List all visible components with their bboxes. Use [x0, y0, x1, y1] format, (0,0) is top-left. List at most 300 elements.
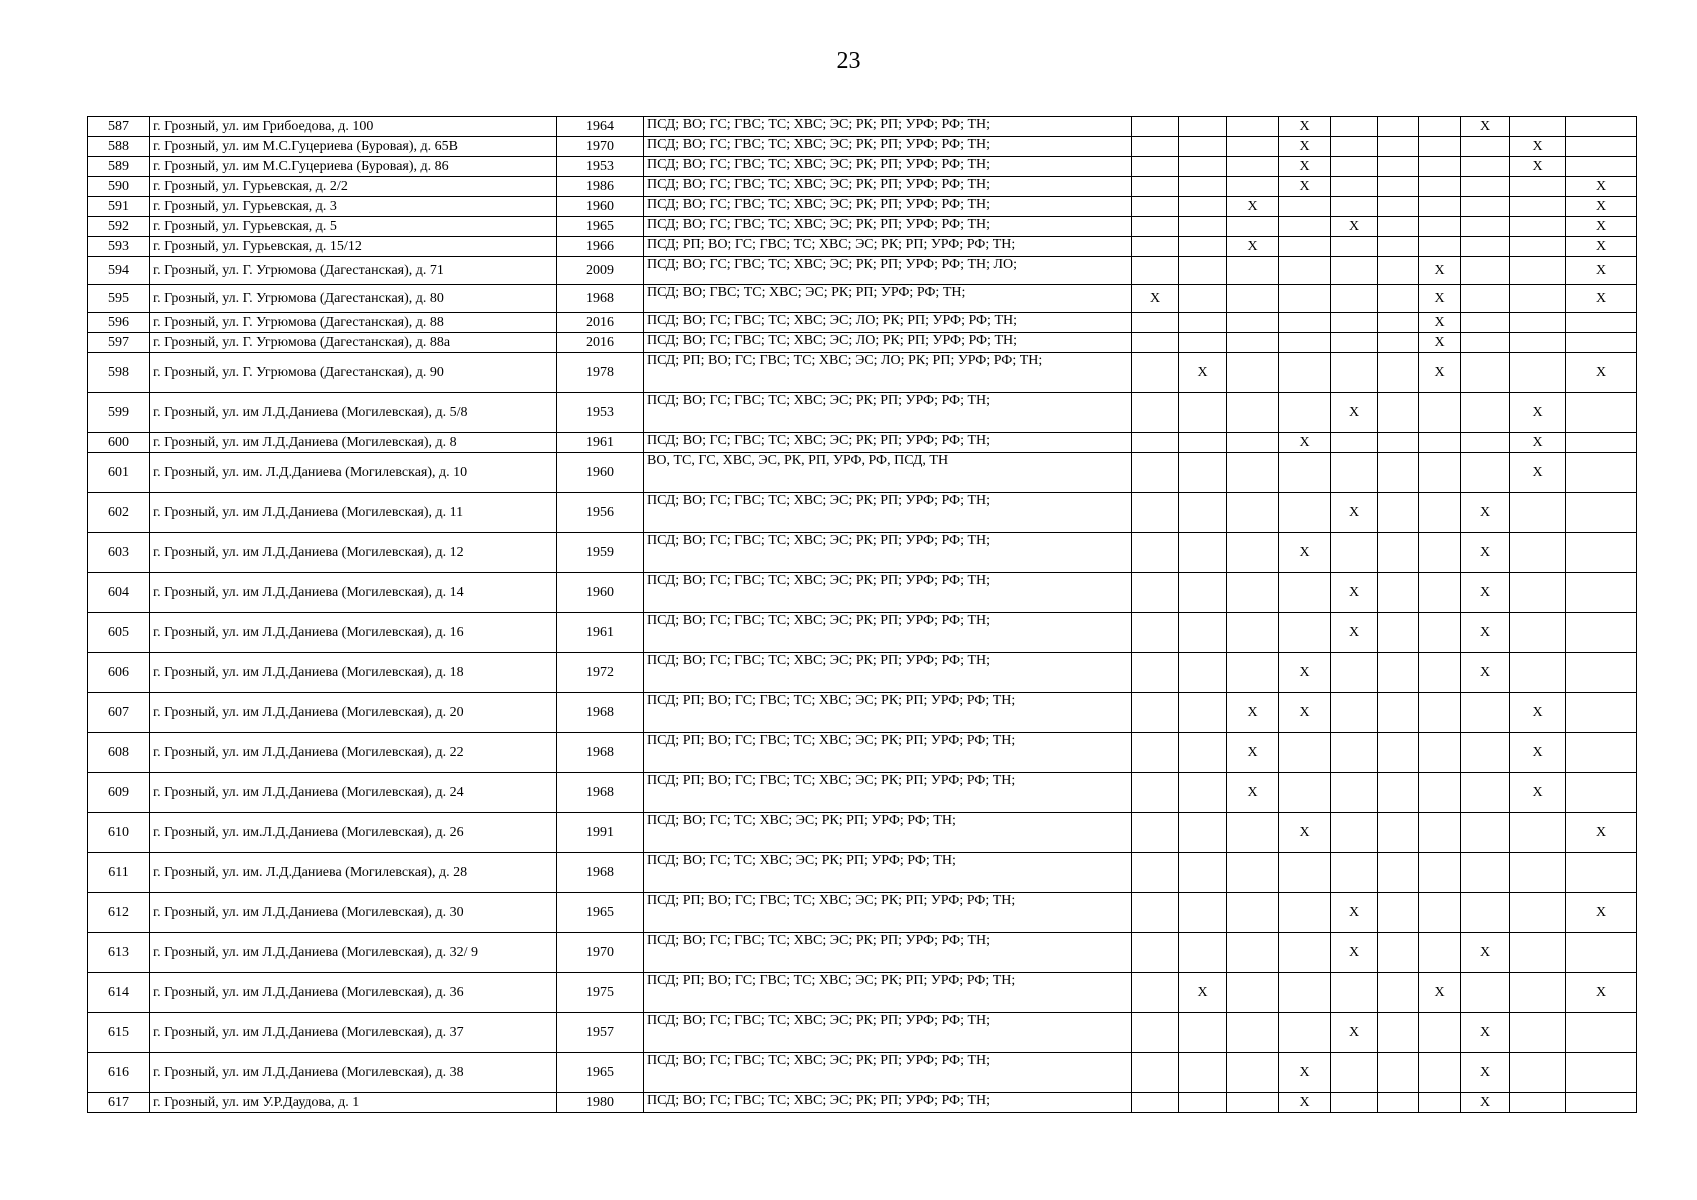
row-mark-col-6 — [1378, 353, 1419, 393]
row-mark-col-1 — [1132, 197, 1179, 217]
row-mark-col-5 — [1331, 693, 1378, 733]
row-mark-col-1 — [1132, 137, 1179, 157]
row-number: 592 — [88, 217, 150, 237]
row-mark-col-3 — [1227, 353, 1279, 393]
row-mark-col-6 — [1378, 493, 1419, 533]
row-mark-col-8 — [1461, 137, 1510, 157]
row-mark-col-8 — [1461, 333, 1510, 353]
row-year: 1953 — [557, 157, 644, 177]
row-mark-col-9 — [1510, 1013, 1566, 1053]
table-row — [88, 533, 1637, 573]
row-mark-col-1 — [1132, 1053, 1179, 1093]
row-address: г. Грозный, ул. им Л.Д.Даниева (Могилевская), д. 32/ 9 — [150, 933, 557, 973]
row-address: г. Грозный, ул. Г. Угрюмова (Дагестанская), д. 80 — [150, 285, 557, 313]
row-mark-col-4: Х — [1279, 117, 1331, 137]
row-works: ПСД; ВО; ГВС; ТС; ХВС; ЭС; РК; РП; УРФ; РФ; ТН; — [644, 285, 1132, 313]
row-mark-col-9 — [1510, 237, 1566, 257]
row-mark-col-2 — [1179, 933, 1227, 973]
row-mark-col-9: Х — [1510, 693, 1566, 733]
row-mark-col-9 — [1510, 197, 1566, 217]
row-mark-col-6 — [1378, 933, 1419, 973]
row-mark-col-9 — [1510, 177, 1566, 197]
row-works: ПСД; РП; ВО; ГС; ГВС; ТС; ХВС; ЭС; РК; РП; УРФ; РФ; ТН; — [644, 773, 1132, 813]
row-mark-col-10 — [1566, 117, 1637, 137]
row-mark-col-10: Х — [1566, 217, 1637, 237]
table-row — [88, 433, 1637, 453]
row-year: 1959 — [557, 533, 644, 573]
row-mark-col-3 — [1227, 1093, 1279, 1113]
row-works: ПСД; ВО; ГС; ГВС; ТС; ХВС; ЭС; РК; РП; УРФ; РФ; ТН; — [644, 613, 1132, 653]
table-row — [88, 853, 1637, 893]
row-mark-col-2 — [1179, 197, 1227, 217]
table-row — [88, 237, 1637, 257]
row-mark-col-3 — [1227, 1013, 1279, 1053]
row-address: г. Грозный, ул. им Л.Д.Даниева (Могилевская), д. 37 — [150, 1013, 557, 1053]
row-year: 1986 — [557, 177, 644, 197]
row-number: 612 — [88, 893, 150, 933]
table-row — [88, 177, 1637, 197]
table-row — [88, 493, 1637, 533]
row-mark-col-2 — [1179, 493, 1227, 533]
table-row — [88, 773, 1637, 813]
row-mark-col-7 — [1419, 653, 1461, 693]
row-mark-col-3 — [1227, 313, 1279, 333]
row-mark-col-2 — [1179, 333, 1227, 353]
row-works: ПСД; ВО; ГС; ГВС; ТС; ХВС; ЭС; РК; РП; УРФ; РФ; ТН; — [644, 573, 1132, 613]
row-mark-col-8 — [1461, 353, 1510, 393]
row-address: г. Грозный, ул. им. Л.Д.Даниева (Могилевская), д. 10 — [150, 453, 557, 493]
row-mark-col-1 — [1132, 693, 1179, 733]
row-address: г. Грозный, ул. им Л.Д.Даниева (Могилевская), д. 11 — [150, 493, 557, 533]
row-mark-col-2 — [1179, 1053, 1227, 1093]
row-mark-col-6 — [1378, 197, 1419, 217]
row-mark-col-1 — [1132, 1013, 1179, 1053]
row-mark-col-3 — [1227, 333, 1279, 353]
row-mark-col-3: Х — [1227, 197, 1279, 217]
row-year: 1970 — [557, 137, 644, 157]
row-mark-col-6 — [1378, 1093, 1419, 1113]
row-mark-col-5: Х — [1331, 933, 1378, 973]
row-year: 1953 — [557, 393, 644, 433]
row-mark-col-8 — [1461, 853, 1510, 893]
row-works: ПСД; РП; ВО; ГС; ГВС; ТС; ХВС; ЭС; ЛО; РК; РП; УРФ; РФ; ТН; — [644, 353, 1132, 393]
row-mark-col-4 — [1279, 733, 1331, 773]
row-mark-col-5 — [1331, 973, 1378, 1013]
row-address: г. Грозный, ул. им Л.Д.Даниева (Могилевская), д. 18 — [150, 653, 557, 693]
row-mark-col-4 — [1279, 1013, 1331, 1053]
row-mark-col-1 — [1132, 493, 1179, 533]
row-mark-col-7: Х — [1419, 973, 1461, 1013]
row-mark-col-9 — [1510, 573, 1566, 613]
row-mark-col-3 — [1227, 217, 1279, 237]
row-mark-col-5 — [1331, 353, 1378, 393]
row-mark-col-3: Х — [1227, 733, 1279, 773]
table-row — [88, 285, 1637, 313]
row-mark-col-4 — [1279, 773, 1331, 813]
row-mark-col-4 — [1279, 453, 1331, 493]
row-mark-col-4 — [1279, 313, 1331, 333]
row-number: 593 — [88, 237, 150, 257]
row-mark-col-3 — [1227, 973, 1279, 1013]
row-mark-col-5 — [1331, 533, 1378, 573]
row-year: 1960 — [557, 197, 644, 217]
row-mark-col-3 — [1227, 933, 1279, 973]
row-number: 608 — [88, 733, 150, 773]
row-mark-col-4 — [1279, 257, 1331, 285]
row-mark-col-1 — [1132, 313, 1179, 333]
table-row — [88, 333, 1637, 353]
row-number: 611 — [88, 853, 150, 893]
row-mark-col-2 — [1179, 157, 1227, 177]
row-number: 617 — [88, 1093, 150, 1113]
row-mark-col-4: Х — [1279, 157, 1331, 177]
row-mark-col-10 — [1566, 1093, 1637, 1113]
row-mark-col-5: Х — [1331, 217, 1378, 237]
row-mark-col-7 — [1419, 853, 1461, 893]
row-year: 2009 — [557, 257, 644, 285]
row-number: 587 — [88, 117, 150, 137]
row-mark-col-6 — [1378, 853, 1419, 893]
row-mark-col-2 — [1179, 773, 1227, 813]
row-mark-col-2 — [1179, 893, 1227, 933]
row-address: г. Грозный, ул. им У.Р.Даудова, д. 1 — [150, 1093, 557, 1113]
row-mark-col-4 — [1279, 573, 1331, 613]
row-mark-col-2 — [1179, 177, 1227, 197]
row-works: ПСД; ВО; ГС; ТС; ХВС; ЭС; РК; РП; УРФ; РФ; ТН; — [644, 813, 1132, 853]
row-number: 603 — [88, 533, 150, 573]
row-mark-col-8: Х — [1461, 1093, 1510, 1113]
row-mark-col-3 — [1227, 393, 1279, 433]
row-works: ПСД; ВО; ГС; ГВС; ТС; ХВС; ЭС; РК; РП; УРФ; РФ; ТН; — [644, 197, 1132, 217]
row-year: 1975 — [557, 973, 644, 1013]
row-mark-col-6 — [1378, 433, 1419, 453]
row-mark-col-4 — [1279, 853, 1331, 893]
housing-registry-table — [87, 116, 1637, 1113]
row-mark-col-9 — [1510, 285, 1566, 313]
row-mark-col-1 — [1132, 573, 1179, 613]
row-number: 589 — [88, 157, 150, 177]
row-mark-col-5: Х — [1331, 1013, 1378, 1053]
row-mark-col-7 — [1419, 237, 1461, 257]
row-mark-col-10 — [1566, 613, 1637, 653]
row-address: г. Грозный, ул. им Грибоедова, д. 100 — [150, 117, 557, 137]
table-row — [88, 353, 1637, 393]
row-year: 1972 — [557, 653, 644, 693]
row-mark-col-10 — [1566, 313, 1637, 333]
row-mark-col-8: Х — [1461, 1053, 1510, 1093]
row-mark-col-1 — [1132, 1093, 1179, 1113]
row-mark-col-7 — [1419, 157, 1461, 177]
row-year: 1968 — [557, 773, 644, 813]
row-mark-col-5 — [1331, 653, 1378, 693]
row-mark-col-3 — [1227, 653, 1279, 693]
row-mark-col-10: Х — [1566, 257, 1637, 285]
row-address: г. Грозный, ул. Гурьевская, д. 3 — [150, 197, 557, 217]
row-works: ПСД; ВО; ГС; ГВС; ТС; ХВС; ЭС; РК; РП; УРФ; РФ; ТН; — [644, 157, 1132, 177]
row-mark-col-3: Х — [1227, 773, 1279, 813]
row-mark-col-5 — [1331, 853, 1378, 893]
row-works: ПСД; ВО; ГС; ГВС; ТС; ХВС; ЭС; РК; РП; УРФ; РФ; ТН; — [644, 1053, 1132, 1093]
row-year: 1968 — [557, 853, 644, 893]
row-mark-col-7 — [1419, 393, 1461, 433]
row-number: 595 — [88, 285, 150, 313]
row-address: г. Грозный, ул. Г. Угрюмова (Дагестанская), д. 88 — [150, 313, 557, 333]
row-mark-col-7 — [1419, 117, 1461, 137]
row-number: 610 — [88, 813, 150, 853]
row-mark-col-3 — [1227, 613, 1279, 653]
table-row — [88, 117, 1637, 137]
row-mark-col-4: Х — [1279, 137, 1331, 157]
row-mark-col-7 — [1419, 773, 1461, 813]
row-mark-col-8 — [1461, 197, 1510, 217]
row-mark-col-8 — [1461, 257, 1510, 285]
row-mark-col-6 — [1378, 1013, 1419, 1053]
row-mark-col-6 — [1378, 313, 1419, 333]
row-mark-col-4: Х — [1279, 653, 1331, 693]
row-mark-col-5 — [1331, 257, 1378, 285]
row-mark-col-4: Х — [1279, 533, 1331, 573]
row-mark-col-10 — [1566, 157, 1637, 177]
table-row — [88, 933, 1637, 973]
row-mark-col-6 — [1378, 613, 1419, 653]
row-mark-col-5 — [1331, 453, 1378, 493]
row-works: ПСД; ВО; ГС; ГВС; ТС; ХВС; ЭС; РК; РП; УРФ; РФ; ТН; — [644, 1093, 1132, 1113]
row-works: ПСД; ВО; ГС; ГВС; ТС; ХВС; ЭС; ЛО; РК; РП; УРФ; РФ; ТН; — [644, 333, 1132, 353]
row-mark-col-3 — [1227, 285, 1279, 313]
row-mark-col-7 — [1419, 453, 1461, 493]
row-mark-col-3 — [1227, 493, 1279, 533]
row-mark-col-2 — [1179, 533, 1227, 573]
row-mark-col-10 — [1566, 853, 1637, 893]
row-mark-col-4: Х — [1279, 1093, 1331, 1113]
row-mark-col-3 — [1227, 137, 1279, 157]
row-mark-col-3 — [1227, 433, 1279, 453]
row-mark-col-2 — [1179, 1013, 1227, 1053]
row-year: 1980 — [557, 1093, 644, 1113]
row-mark-col-3 — [1227, 257, 1279, 285]
row-mark-col-1 — [1132, 177, 1179, 197]
row-works: ПСД; ВО; ГС; ГВС; ТС; ХВС; ЭС; РК; РП; УРФ; РФ; ТН; — [644, 433, 1132, 453]
row-number: 600 — [88, 433, 150, 453]
row-mark-col-6 — [1378, 893, 1419, 933]
row-mark-col-3: Х — [1227, 237, 1279, 257]
row-mark-col-3 — [1227, 813, 1279, 853]
row-mark-col-10: Х — [1566, 237, 1637, 257]
row-number: 613 — [88, 933, 150, 973]
row-mark-col-10 — [1566, 733, 1637, 773]
row-mark-col-1 — [1132, 333, 1179, 353]
row-mark-col-2 — [1179, 117, 1227, 137]
row-mark-col-2: Х — [1179, 353, 1227, 393]
row-mark-col-7 — [1419, 177, 1461, 197]
row-number: 615 — [88, 1013, 150, 1053]
row-mark-col-8 — [1461, 453, 1510, 493]
row-number: 597 — [88, 333, 150, 353]
row-address: г. Грозный, ул. им Л.Д.Даниева (Могилевская), д. 14 — [150, 573, 557, 613]
row-mark-col-9 — [1510, 813, 1566, 853]
row-mark-col-10 — [1566, 1013, 1637, 1053]
row-address: г. Грозный, ул. им.Л.Д.Даниева (Могилевская), д. 26 — [150, 813, 557, 853]
row-mark-col-9 — [1510, 613, 1566, 653]
table-row — [88, 733, 1637, 773]
row-mark-col-8 — [1461, 285, 1510, 313]
row-number: 596 — [88, 313, 150, 333]
table-row — [88, 973, 1637, 1013]
row-number: 591 — [88, 197, 150, 217]
row-mark-col-3 — [1227, 1053, 1279, 1093]
row-mark-col-7 — [1419, 137, 1461, 157]
row-mark-col-10 — [1566, 393, 1637, 433]
row-mark-col-9 — [1510, 257, 1566, 285]
row-mark-col-10 — [1566, 1053, 1637, 1093]
row-address: г. Грозный, ул. им Л.Д.Даниева (Могилевская), д. 36 — [150, 973, 557, 1013]
row-year: 1968 — [557, 285, 644, 313]
row-year: 2016 — [557, 313, 644, 333]
row-works: ПСД; ВО; ГС; ГВС; ТС; ХВС; ЭС; РК; РП; УРФ; РФ; ТН; — [644, 393, 1132, 433]
row-mark-col-6 — [1378, 393, 1419, 433]
row-year: 1960 — [557, 453, 644, 493]
row-mark-col-2 — [1179, 257, 1227, 285]
row-mark-col-8: Х — [1461, 613, 1510, 653]
row-mark-col-6 — [1378, 533, 1419, 573]
row-works: ПСД; ВО; ГС; ГВС; ТС; ХВС; ЭС; РК; РП; УРФ; РФ; ТН; — [644, 533, 1132, 573]
row-mark-col-4: Х — [1279, 813, 1331, 853]
row-mark-col-3 — [1227, 117, 1279, 137]
row-mark-col-6 — [1378, 813, 1419, 853]
row-works: ПСД; РП; ВО; ГС; ГВС; ТС; ХВС; ЭС; РК; РП; УРФ; РФ; ТН; — [644, 733, 1132, 773]
row-mark-col-6 — [1378, 573, 1419, 613]
row-mark-col-6 — [1378, 137, 1419, 157]
row-year: 1966 — [557, 237, 644, 257]
row-mark-col-7 — [1419, 893, 1461, 933]
row-mark-col-8: Х — [1461, 653, 1510, 693]
table-row — [88, 257, 1637, 285]
row-address: г. Грозный, ул. Гурьевская, д. 5 — [150, 217, 557, 237]
row-mark-col-8: Х — [1461, 933, 1510, 973]
row-mark-col-10 — [1566, 137, 1637, 157]
row-mark-col-10: Х — [1566, 177, 1637, 197]
row-mark-col-9 — [1510, 217, 1566, 237]
row-mark-col-2 — [1179, 137, 1227, 157]
row-mark-col-2 — [1179, 613, 1227, 653]
row-mark-col-7: Х — [1419, 313, 1461, 333]
row-mark-col-8 — [1461, 157, 1510, 177]
row-mark-col-1 — [1132, 773, 1179, 813]
row-mark-col-5 — [1331, 157, 1378, 177]
row-mark-col-2 — [1179, 853, 1227, 893]
row-mark-col-3 — [1227, 157, 1279, 177]
table-row — [88, 197, 1637, 217]
row-works: ПСД; ВО; ГС; ГВС; ТС; ХВС; ЭС; РК; РП; УРФ; РФ; ТН; — [644, 217, 1132, 237]
row-address: г. Грозный, ул. им Л.Д.Даниева (Могилевская), д. 16 — [150, 613, 557, 653]
row-address: г. Грозный, ул. им Л.Д.Даниева (Могилевская), д. 30 — [150, 893, 557, 933]
row-mark-col-9: Х — [1510, 433, 1566, 453]
row-mark-col-7: Х — [1419, 257, 1461, 285]
row-mark-col-5 — [1331, 813, 1378, 853]
row-mark-col-1 — [1132, 973, 1179, 1013]
table-row — [88, 813, 1637, 853]
table-row — [88, 1053, 1637, 1093]
row-mark-col-5 — [1331, 313, 1378, 333]
row-mark-col-10 — [1566, 693, 1637, 733]
row-address: г. Грозный, ул. им Л.Д.Даниева (Могилевская), д. 12 — [150, 533, 557, 573]
row-mark-col-7: Х — [1419, 353, 1461, 393]
row-mark-col-7: Х — [1419, 285, 1461, 313]
row-mark-col-1 — [1132, 453, 1179, 493]
row-mark-col-4 — [1279, 933, 1331, 973]
row-mark-col-1 — [1132, 217, 1179, 237]
row-works: ПСД; РП; ВО; ГС; ГВС; ТС; ХВС; ЭС; РК; РП; УРФ; РФ; ТН; — [644, 693, 1132, 733]
row-year: 1960 — [557, 573, 644, 613]
row-mark-col-1 — [1132, 933, 1179, 973]
row-mark-col-2 — [1179, 1093, 1227, 1113]
row-mark-col-8 — [1461, 237, 1510, 257]
row-mark-col-10 — [1566, 493, 1637, 533]
row-mark-col-8 — [1461, 693, 1510, 733]
row-number: 594 — [88, 257, 150, 285]
row-works: ПСД; ВО; ГС; ГВС; ТС; ХВС; ЭС; РК; РП; УРФ; РФ; ТН; — [644, 117, 1132, 137]
row-mark-col-5 — [1331, 137, 1378, 157]
row-number: 616 — [88, 1053, 150, 1093]
table-row — [88, 613, 1637, 653]
row-mark-col-8: Х — [1461, 1013, 1510, 1053]
row-mark-col-7 — [1419, 693, 1461, 733]
row-address: г. Грозный, ул. им Л.Д.Даниева (Могилевская), д. 24 — [150, 773, 557, 813]
row-mark-col-10 — [1566, 573, 1637, 613]
row-number: 598 — [88, 353, 150, 393]
row-mark-col-4 — [1279, 973, 1331, 1013]
row-mark-col-5 — [1331, 285, 1378, 313]
table-row — [88, 453, 1637, 493]
table-body — [88, 117, 1637, 1113]
row-mark-col-9: Х — [1510, 733, 1566, 773]
row-mark-col-5 — [1331, 1093, 1378, 1113]
row-address: г. Грозный, ул. Г. Угрюмова (Дагестанская), д. 71 — [150, 257, 557, 285]
row-mark-col-5: Х — [1331, 573, 1378, 613]
row-mark-col-1 — [1132, 853, 1179, 893]
row-address: г. Грозный, ул. Г. Угрюмова (Дагестанская), д. 90 — [150, 353, 557, 393]
row-mark-col-2 — [1179, 393, 1227, 433]
row-mark-col-7 — [1419, 1093, 1461, 1113]
row-address: г. Грозный, ул. им Л.Д.Даниева (Могилевская), д. 8 — [150, 433, 557, 453]
row-year: 1964 — [557, 117, 644, 137]
row-mark-col-9: Х — [1510, 393, 1566, 433]
row-mark-col-4 — [1279, 285, 1331, 313]
row-mark-col-9 — [1510, 1093, 1566, 1113]
row-address: г. Грозный, ул. им М.С.Гуцериева (Буровая), д. 86 — [150, 157, 557, 177]
row-mark-col-3 — [1227, 533, 1279, 573]
row-mark-col-6 — [1378, 157, 1419, 177]
row-mark-col-9 — [1510, 117, 1566, 137]
row-mark-col-7 — [1419, 813, 1461, 853]
row-mark-col-4: Х — [1279, 693, 1331, 733]
row-number: 601 — [88, 453, 150, 493]
row-year: 1978 — [557, 353, 644, 393]
row-mark-col-5: Х — [1331, 613, 1378, 653]
row-mark-col-7 — [1419, 933, 1461, 973]
row-mark-col-6 — [1378, 285, 1419, 313]
row-works: ВО, ТС, ГС, ХВС, ЭС, РК, РП, УРФ, РФ, ПСД, ТН — [644, 453, 1132, 493]
row-mark-col-4 — [1279, 237, 1331, 257]
row-mark-col-5 — [1331, 117, 1378, 137]
table-row — [88, 693, 1637, 733]
row-mark-col-5: Х — [1331, 893, 1378, 933]
row-mark-col-1 — [1132, 893, 1179, 933]
row-mark-col-10 — [1566, 433, 1637, 453]
row-address: г. Грозный, ул. им Л.Д.Даниева (Могилевская), д. 22 — [150, 733, 557, 773]
row-mark-col-1 — [1132, 433, 1179, 453]
row-year: 1957 — [557, 1013, 644, 1053]
